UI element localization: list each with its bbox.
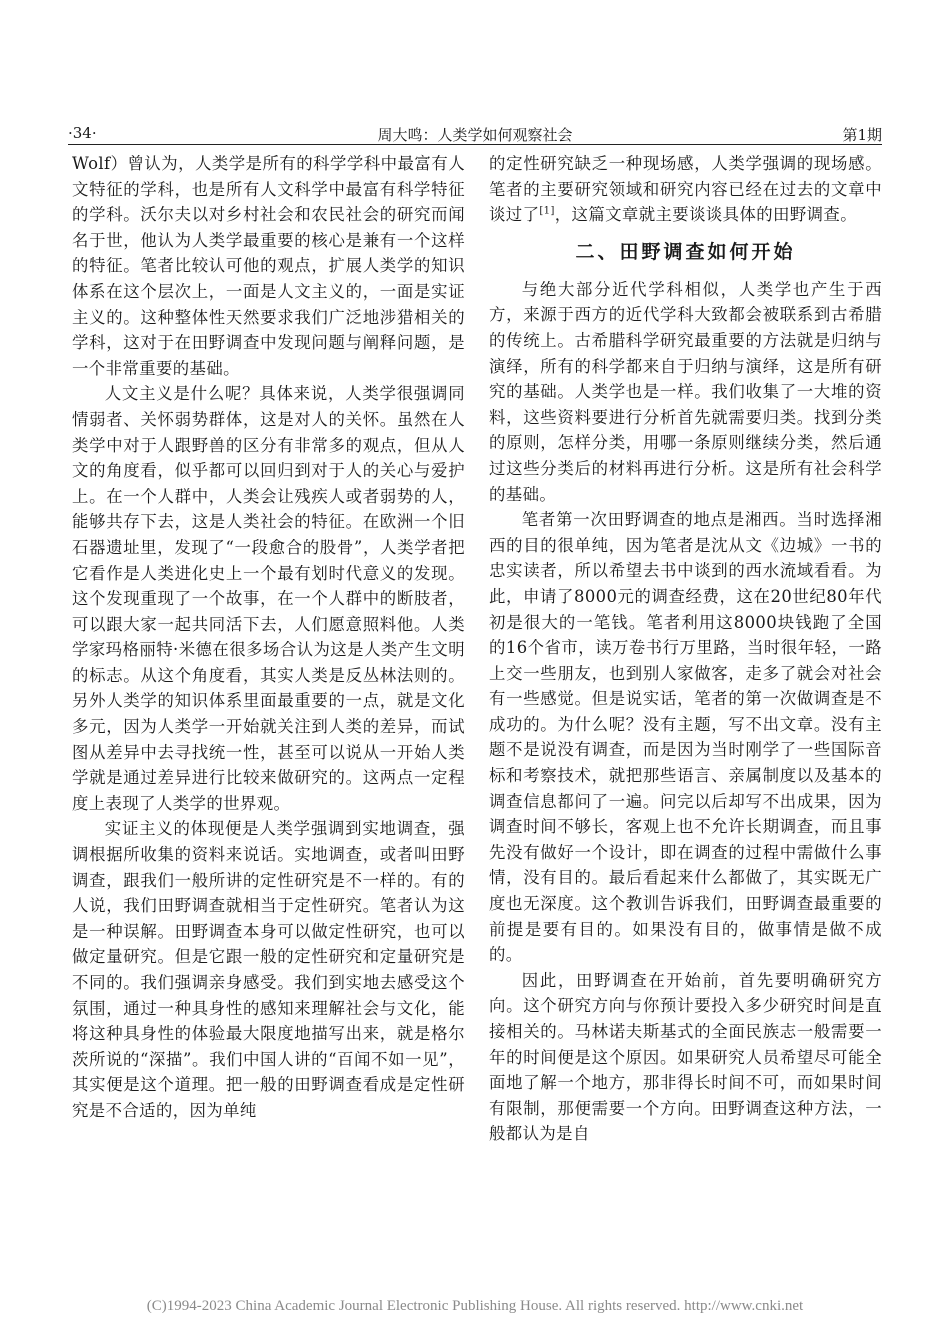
running-header — [68, 122, 882, 145]
paragraph: Wolf）曾认为，人类学是所有的科学学科中最富有人文特征的学科，也是所有人文科学中最富有科学特征的学科。沃尔夫以对乡村社会和农民社会的研究而闻名于世，他认为人类学最重要的核心是兼有一个这样的特征。笔者比较认可他的观点，扩展人类学的知识体系在这个层次上，一面是人文主义的，一面是实证主义的。这种整体性天然要求我们广泛地涉猎相关的学科，这对于在田野调查中发现问题与阐释问题，是一个非常重要的基础。 — [72, 154, 465, 378]
page-number: ·34· — [68, 124, 97, 142]
paragraph-text: 的定性研究缺乏一种现场感，人类学强调的现场感。笔者的主要研究领域和研究内容已经在过去的文章中谈过了 — [489, 154, 882, 225]
paragraph: 因此，田野调查在开始前，首先要明确研究方向。这个研究方向与你预计要投入多少研究时间是直接相关的。马林诺夫斯基式的全面民族志一般需要一年的时间便是这个原因。如果研究人员希望尽可能全面地了解一个地方，那非得长时间不可，而如果时间有限制，那便需要一个方向。田野调查这种方法，一般都认为是自 — [489, 970, 882, 1144]
paragraph — [489, 151, 882, 228]
running-title: 周大鸣：人类学如何观察社会 — [377, 126, 573, 144]
citation-ref[interactable]: [1] — [539, 205, 555, 217]
paragraph: 笔者第一次田野调查的地点是湘西。当时选择湘西的目的很单纯，因为笔者是沈从文《边城》一书的忠实读者，所以希望去书中谈到的西水流域看看。为此，申请了8000元的调查经费，这在20世纪80年代初是很大的一笔钱。笔者利用这8000块钱跑了全国的16个省市，读万卷书行万里路，当时很年轻，一路上交一些朋友，也到别人家做客，走多了就会对社会有一些感觉。但是说实话，笔者的第一次做调查是不成功的。为什么呢？没有主题，写不出文章。没有主题不是说没有调查，而是因为当时刚学了一些国际音标和考察技术，就把那些语言、亲属制度以及基本的调查信息都问了一遍。问完以后却写不出成果，因为调查时间不够长，客观上也不允许长期调查，而且事先没有做好一个设计，即在调查的过程中需做什么事情，没有目的。最后看起来什么都做了，其实既无广度也无深度。这个教训告诉我们，田野调查最重要的前提是要有目的。如果没有目的，做事情是做不成的。 — [489, 510, 882, 965]
section-heading: 二、田野调查如何开始 — [575, 240, 796, 263]
right-column — [489, 151, 882, 1147]
issue-label: 第1期 — [842, 126, 882, 144]
paragraph: 与绝大部分近代学科相似，人类学也产生于西方，来源于西方的近代学科大致都会被联系到古希腊的传统上。古希腊科学研究最重要的方法就是归纳与演绎，所有的科学都来自于归纳与演绎，这是所有研究的基础。人类学也是一样。我们收集了一大堆的资料，这些资料要进行分析首先就需要归类。找到分类的原则，怎样分类，用哪一条原则继续分类，然后通过这些分类后的材料再进行分析。这是所有社会科学的基础。 — [489, 279, 882, 504]
left-column — [72, 151, 465, 1124]
paragraph: 实证主义的体现便是人类学强调到实地调查，强调根据所收集的资料来说话。实地调查，或者叫田野调查，跟我们一般所讲的定性研究是不一样的。有的人说，我们田野调查就相当于定性研究。笔者认为这是一种误解。田野调查本身可以做定性研究，也可以做定量研究。但是它跟一般的定性研究和定量研究是不同的。我们强调亲身感受。我们到实地去感受这个氛围，通过一种具身性的感知来理解社会与文化，能将这种具身性的体验最大限度地描写出来，就是格尔茨所说的“深描”。我们中国人讲的“百闻不如一见”，其实便是这个道理。把一般的田野调查看成是定性研究是不合适的，因为单纯 — [72, 819, 465, 1120]
paragraph: 人文主义是什么呢？具体来说，人类学很强调同情弱者、关怀弱势群体，这是对人的关怀。虽然在人类学中对于人跟野兽的区分有非常多的观点，但从人文的角度看，似乎都可以回归到对于人的关心与爱护上。在一个人群中，人类会让残疾人或者弱势的人，能够共存下去，这是人类社会的特征。在欧洲一个旧石器遗址里，发现了“一段愈合的股骨”，人类学者把它看作是人类进化史上一个最有划时代意义的发现。这个发现重现了一个故事，在一个人群中的断肢者，可以跟大家一起共同活下去，人们愿意照料他。人类学家玛格丽特·米德在很多场合认为这是人类产生文明的标志。从这个角度看，其实人类是反丛林法则的。另外人类学的知识体系里面最重要的一点，就是文化多元，因为人类学一开始就关注到人类的差异，而试图从差异中去寻找统一性，甚至可以说从一开始人类学就是通过差异进行比较来做研究的。这两点一定程度上表现了人类学的世界观。 — [72, 384, 465, 813]
copyright-footer: (C)1994-2023 China Academic Journal Electronic Publishing House. All rights reserved. http://www.cnki.net — [146, 1298, 804, 1314]
paragraph-text: ，这篇文章就主要谈谈具体的田野调查。 — [554, 205, 857, 225]
